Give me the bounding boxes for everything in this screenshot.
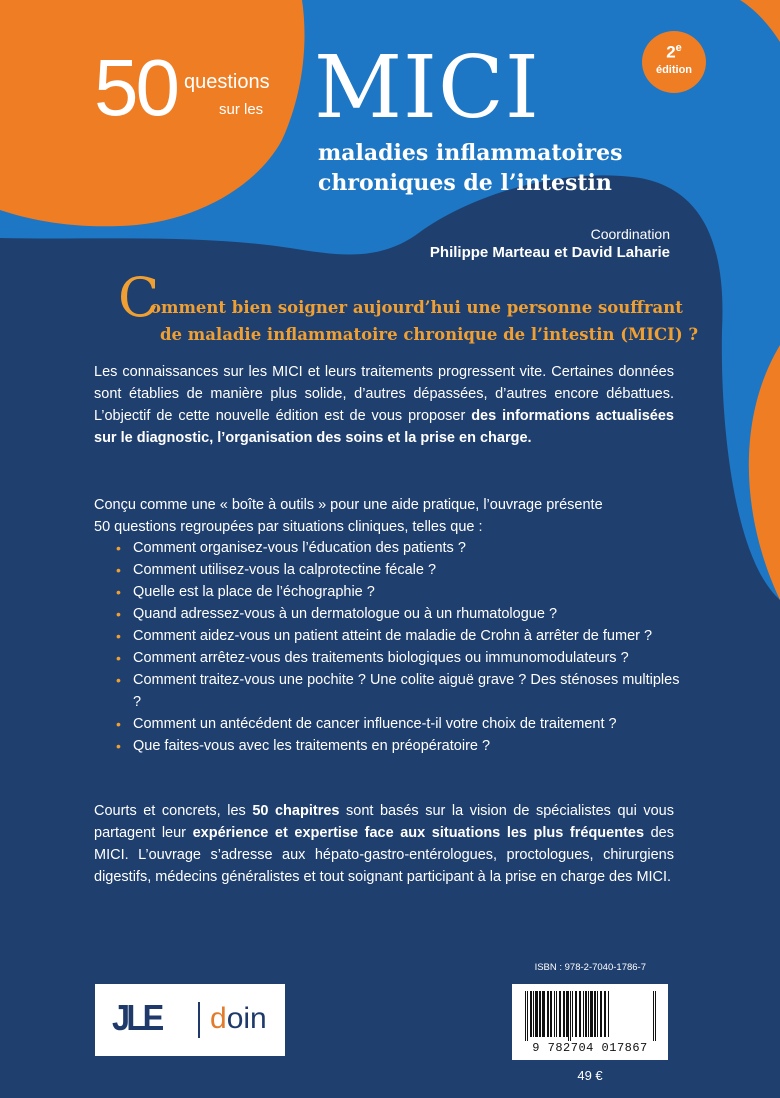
list-item: • Comment traitez-vous une pochite ? Une colite aiguë grave ? Des sténoses multiples ? xyxy=(116,669,686,713)
closing-text-2: sont basés sur la vision de spécialistes qui vous partagent leur xyxy=(94,803,674,841)
doin-rest: oin xyxy=(226,1002,267,1035)
closing-text-1: Courts et concrets, les xyxy=(94,803,253,819)
jle-logo: JLE xyxy=(112,997,161,1038)
coordinator-names: Philippe Marteau et David Laharie xyxy=(429,244,670,261)
edition-badge xyxy=(642,31,706,93)
toolbox-line-2: 50 questions regroupées par situations cliniques, telles que : xyxy=(94,519,483,535)
list-item: • Comment arrêtez-vous des traitements biologiques ou immunomodulateurs ? xyxy=(116,647,686,669)
barcode xyxy=(512,984,668,1060)
closing-bold-1: 50 chapitres xyxy=(252,803,340,819)
edition-word: édition xyxy=(655,63,693,76)
publisher-logo xyxy=(95,984,285,1056)
list-item: • Comment organisez-vous l’éducation des patients ? xyxy=(116,537,686,559)
edition-number: 2 xyxy=(666,42,676,62)
edition-number-line xyxy=(642,39,706,62)
lead-question-line-1: omment bien soigner aujourd’hui une personne souffrant xyxy=(150,298,683,317)
intro-paragraph xyxy=(94,361,674,449)
toolbox-paragraph xyxy=(94,494,674,538)
barcode-bars xyxy=(523,991,657,1041)
doin-initial: d xyxy=(210,1002,227,1035)
question-list xyxy=(116,537,686,757)
closing-paragraph xyxy=(94,800,674,888)
book-subtitle xyxy=(318,138,623,198)
subtitle-line-2: chroniques de l’intestin xyxy=(318,170,612,196)
barcode-number: 9 782704 017867 xyxy=(532,1041,648,1055)
list-item: • Quand adressez-vous à un dermatologue ou à un rhumatologue ? xyxy=(116,603,686,625)
list-item: • Que faites-vous avec les traitements en préopératoire ? xyxy=(116,735,686,757)
book-title: MICI xyxy=(314,38,540,138)
price: 49 € xyxy=(577,1068,603,1083)
logo-divider xyxy=(198,1002,200,1038)
intro-bold-text: des informations actualisées sur le diagnostic, l’organisation des soins et la prise en charge. xyxy=(94,408,674,446)
lead-drop-cap: C xyxy=(118,266,160,329)
coordination-label: Coordination xyxy=(590,226,670,242)
intro-text: Les connaissances sur les MICI et leurs traitements progressent vite. Certaines données sont établies de manière plus solide, d’autres dépassées, d’autres encore débattues. L’objectif de cette nouvelle édition est de vous proposer xyxy=(94,364,674,424)
doin-logo xyxy=(210,1000,267,1038)
list-item: • Quelle est la place de l’échographie ? xyxy=(116,581,686,603)
lead-question-line-2: de maladie inflammatoire chronique de l’intestin (MICI) ? xyxy=(160,325,699,344)
subtitle-line-1: maladies inflammatoires xyxy=(318,140,623,166)
isbn-label: ISBN : 978-2-7040-1786-7 xyxy=(534,962,646,973)
list-item: • Comment utilisez-vous la calprotectine fécale ? xyxy=(116,559,686,581)
closing-text-3: des MICI. L’ouvrage s’adresse aux hépato-gastro-entérologues, proctologues, chirurgiens digestifs, médecins généralistes et tout soignant participant à la prise en charge des MICI. xyxy=(94,825,674,885)
list-item: • Comment un antécédent de cancer influence-t-il votre choix de traitement ? xyxy=(116,713,686,735)
toolbox-line-1: Conçu comme une « boîte à outils » pour une aide pratique, l’ouvrage présente xyxy=(94,497,603,513)
closing-bold-2: expérience et expertise face aux situations les plus fréquentes xyxy=(192,825,645,841)
list-item: • Comment aidez-vous un patient atteint de maladie de Crohn à arrêter de fumer ? xyxy=(116,625,686,647)
edition-suffix: e xyxy=(675,42,682,54)
questions-label: questions xyxy=(184,71,270,93)
fifty-number: 50 xyxy=(94,43,177,132)
sur-les-label: sur les xyxy=(219,101,264,118)
